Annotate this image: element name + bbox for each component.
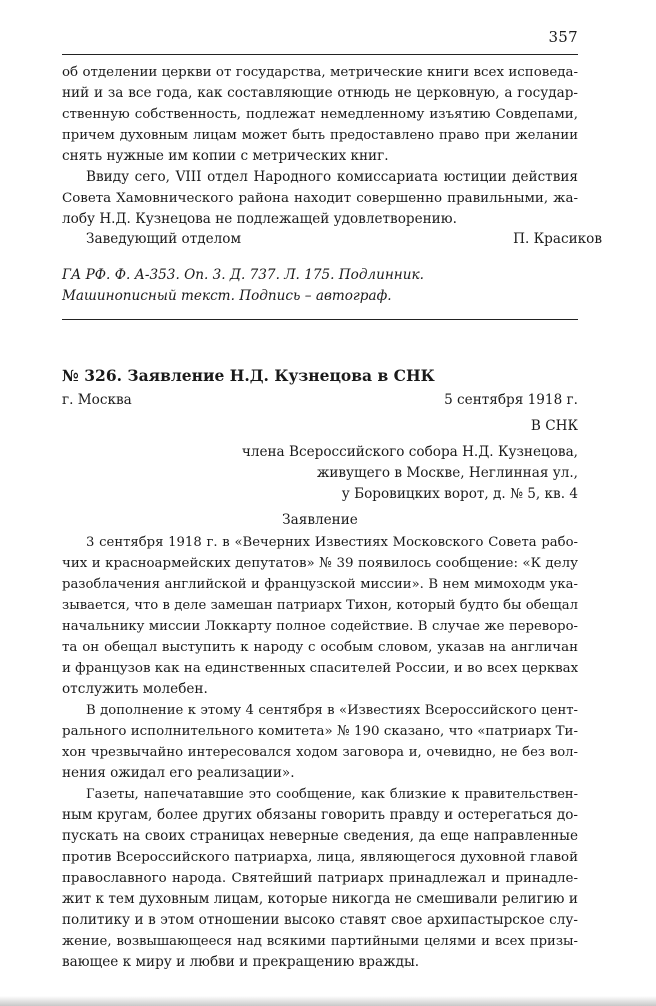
text-line: лобу Н.Д. Кузнецова не подлежащей удовлетворению. — [62, 211, 457, 227]
text-line: 3 сентября 1918 г. в «Вечерних Известиях Московского Совета рабо- — [86, 535, 578, 550]
signature-line — [62, 231, 602, 247]
signatory-name: П. Красиков — [513, 231, 602, 247]
text-line: жит к тем духовным лицам, которые никогда не смешивали религию и — [62, 891, 578, 907]
text-line: пускать на своих страницах неверные сведения, да еще направленные — [62, 828, 578, 844]
text-line: жение, возвышающееся над всякими партийными целями и всех призы- — [62, 934, 578, 949]
sender-line: живущего в Москве, Неглинная ул., — [316, 465, 578, 481]
section-divider — [62, 319, 578, 320]
text-line: политику и в этом отношении высоко ставят свое архипастырское слу- — [62, 912, 578, 928]
document-date: 5 сентября 1918 г. — [444, 392, 578, 408]
text-line: Ввиду сего, VIII отдел Народного комиссариата юстиции действия — [86, 169, 578, 185]
text-line: причем духовным лицам может быть предоставлено право при желании — [62, 128, 578, 143]
text-line: зывается, что в деле замешан патриарх Тихон, который будто бы обещал — [62, 598, 578, 613]
page-bottom-edge — [0, 996, 656, 1006]
text-line: Газеты, напечатавшие это сообщение, как близкие к правительствен- — [86, 787, 578, 802]
text-line: разоблачения английской и французской миссии». В нем мимоходм ука- — [62, 577, 578, 592]
verdict-paragraph — [62, 167, 578, 230]
text-line: чих и красноармейских депутатов» № 39 появилось сообщение: «К делу — [62, 556, 578, 571]
archival-source-note — [62, 265, 578, 307]
statement-body — [62, 532, 578, 973]
text-line: снять нужные им копии с метрических книг. — [62, 148, 389, 164]
sender-block — [62, 442, 578, 505]
body-paragraph — [62, 532, 578, 700]
text-line: Совета Хамовнического района находит совершенно правильными, жа- — [62, 191, 578, 206]
statement-heading: Заявление — [282, 512, 358, 528]
source-line: Машинописный текст. Подпись – автограф. — [62, 288, 392, 304]
header-rule — [62, 54, 578, 55]
continuation-paragraph — [62, 62, 578, 167]
text-line: рального исполнительного комитета» № 190 сказано, что «патриарх Ти- — [62, 724, 578, 739]
document-title: № 326. Заявление Н.Д. Кузнецова в СНК — [62, 366, 435, 385]
body-paragraph — [62, 784, 578, 973]
body-paragraph — [62, 700, 578, 784]
text-line: ным кругам, более других обязаны говорить правду и остерегаться до- — [62, 807, 578, 823]
text-line: ственную собственность, подлежат немедленному изъятию Совдепами, — [62, 107, 578, 122]
sender-line: у Боровицких ворот, д. № 5, кв. 4 — [341, 486, 578, 502]
text-line: хон чрезвычайно интересовался ходом заговора и, очевидно, не без вол- — [62, 745, 578, 760]
sender-line: члена Всероссийского собора Н.Д. Кузнецова, — [241, 444, 578, 460]
text-line: против Всероссийского патриарха, лица, являющегося духовной главой — [62, 850, 578, 865]
text-line: начальнику миссии Локкарту полное содействие. В случае же переворо- — [62, 619, 578, 634]
page-number: 357 — [548, 28, 578, 46]
text-line: отслужить молебен. — [62, 681, 208, 697]
signatory-position: Заведующий отделом — [86, 231, 242, 247]
text-line: та он обещал выступить к народу с особым словом, указав на англичан — [62, 640, 578, 655]
text-line: В дополнение к этому 4 сентября в «Известиях Всероссийского цент- — [86, 703, 578, 718]
text-line: православного народа. Святейший патриарх принадлежал и принадле- — [62, 871, 578, 886]
text-line: и французов как на единственных спасителей России, и во всех церквах — [62, 661, 579, 676]
text-line: об отделении церкви от государства, метрические книги всех исповеда- — [62, 65, 578, 80]
text-line: ний и за все года, как составляющие отнюдь не церковную, а государ- — [62, 85, 578, 101]
document-place: г. Москва — [62, 392, 132, 408]
text-line: вающее к миру и любви и прекращению вражды. — [62, 954, 420, 970]
place-date-line — [62, 392, 578, 408]
source-line: ГА РФ. Ф. А-353. Оп. 3. Д. 737. Л. 175. Подлинник. — [62, 267, 424, 283]
text-line: нения ожидал его реализации». — [62, 765, 295, 781]
addressee: В СНК — [530, 418, 578, 434]
